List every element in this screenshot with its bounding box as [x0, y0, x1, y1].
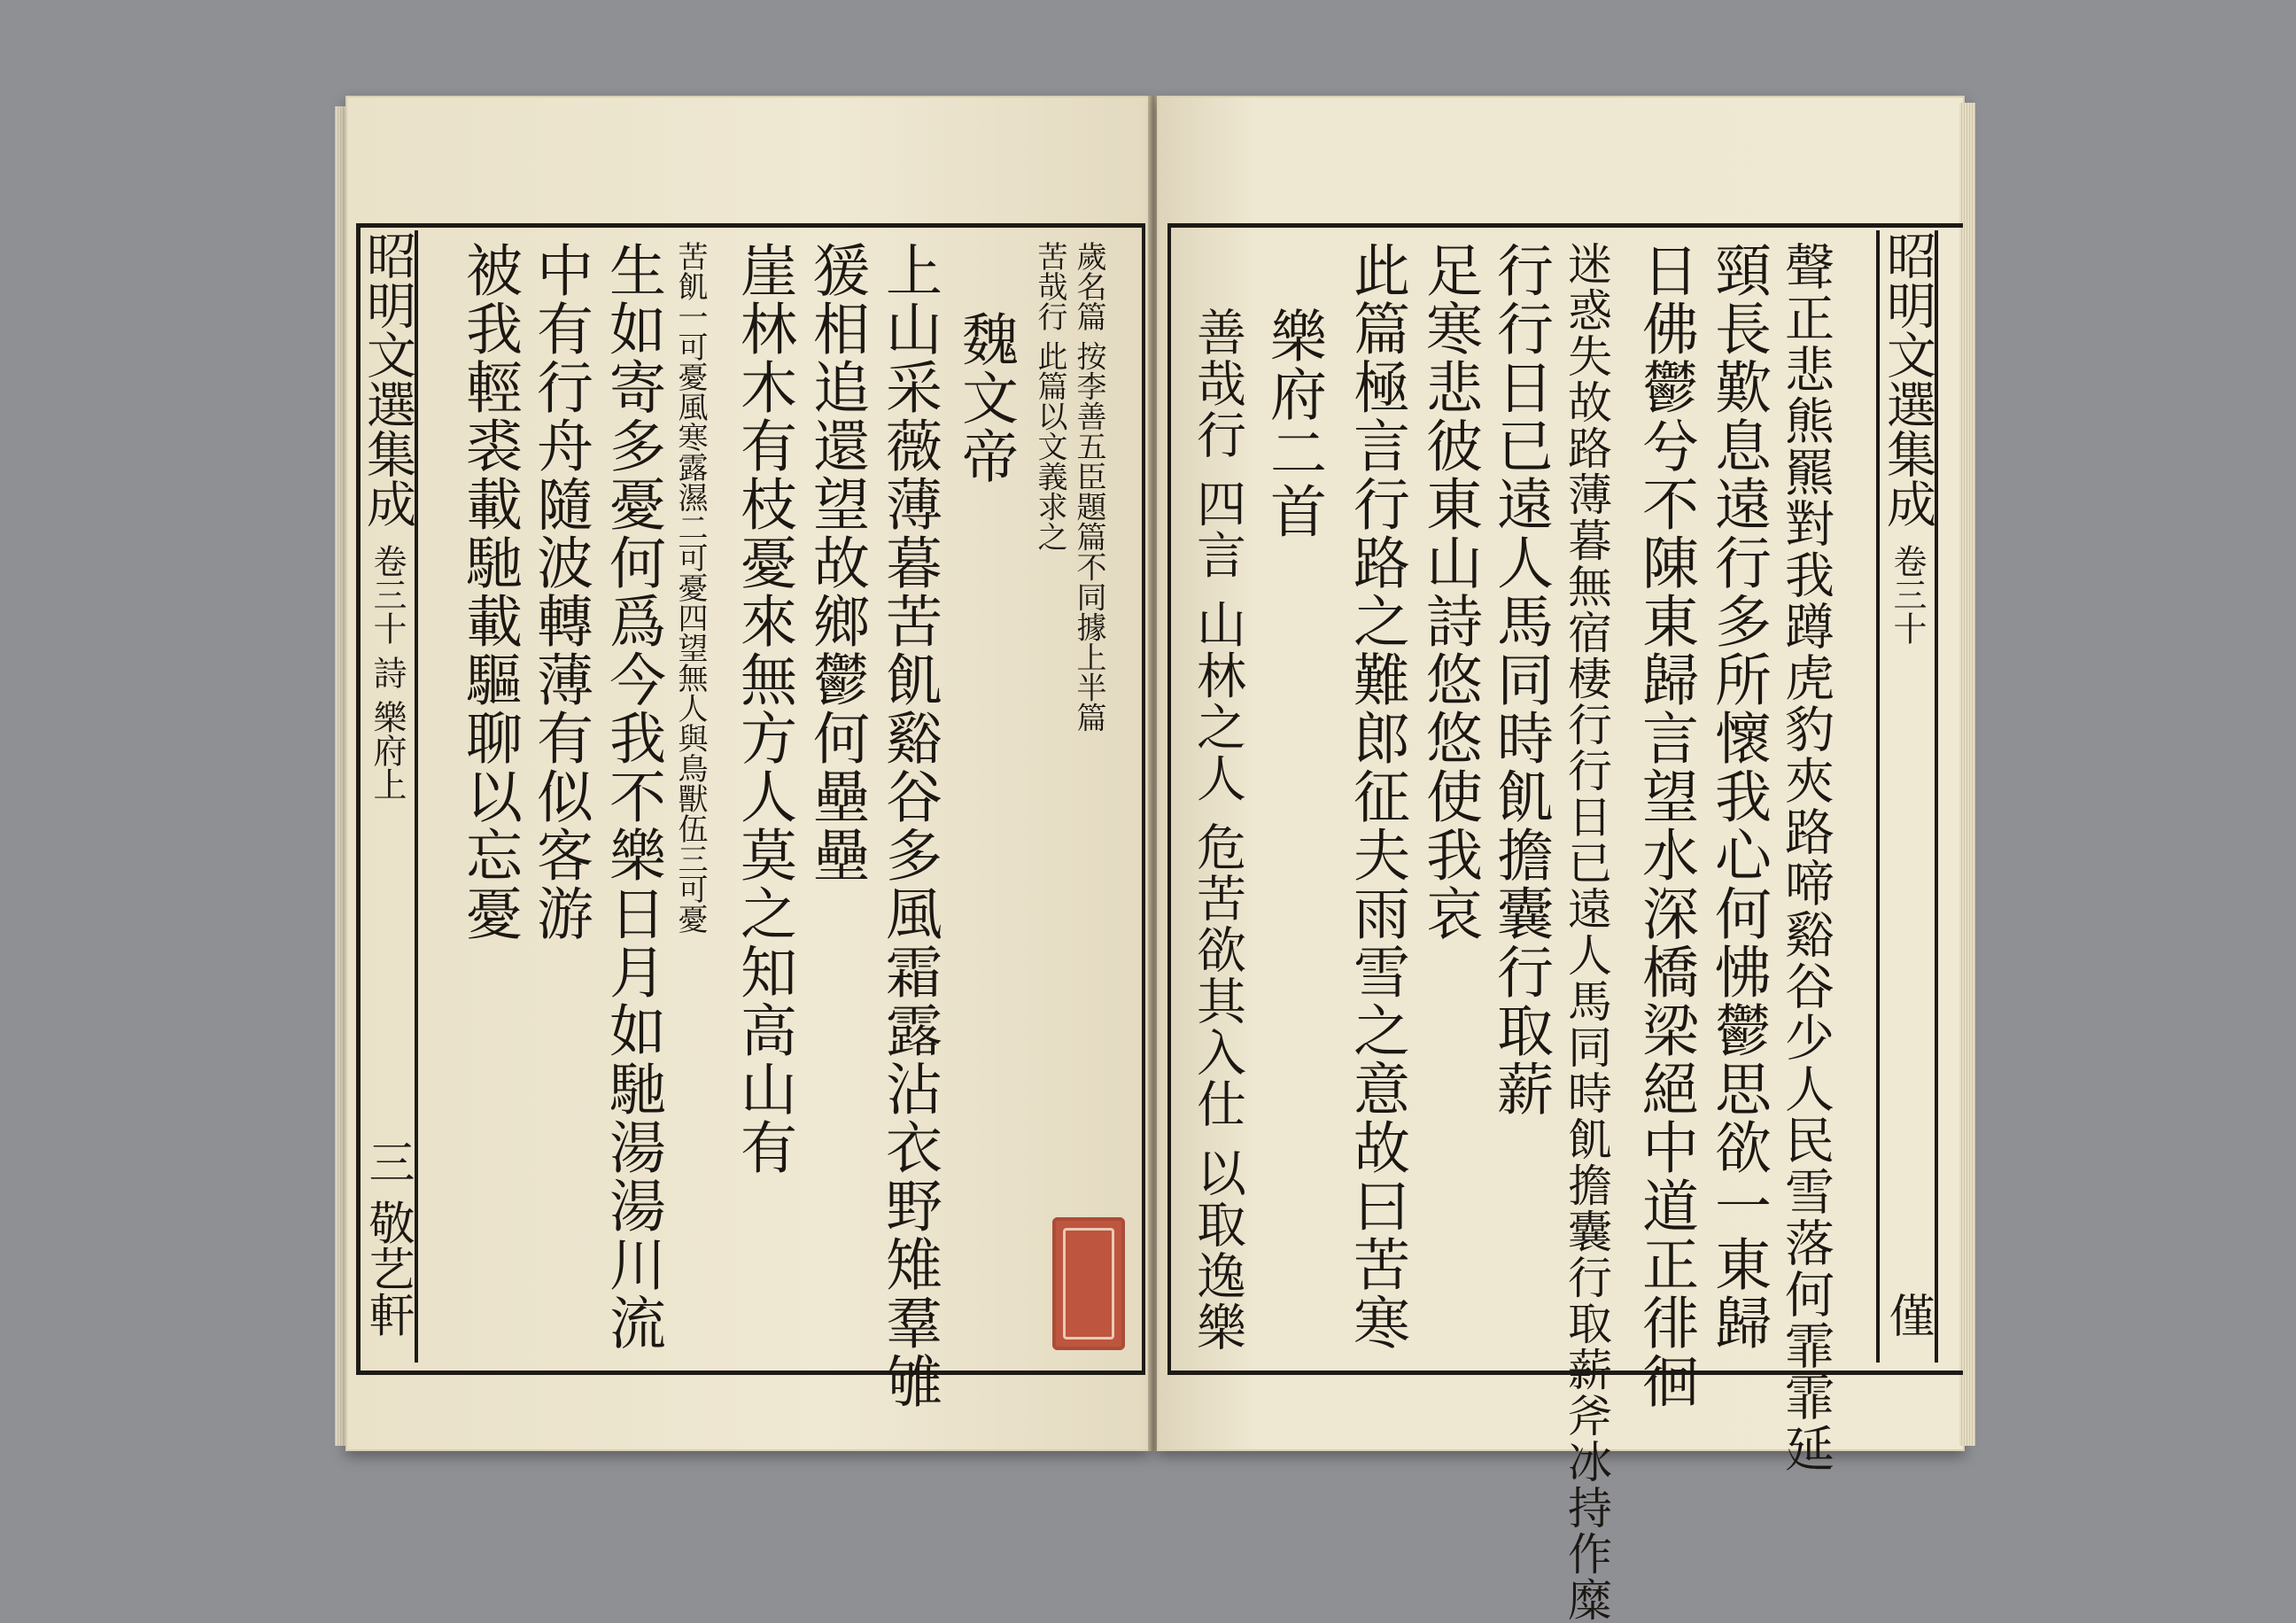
section-heading: 樂府二首 — [1260, 307, 1326, 540]
text-column: 日佛鬱兮不陳東歸言望水深橋梁絕中道正徘徊 — [1633, 241, 1698, 1410]
text-column: 此篇極言行路之難郎征夫雨雪之意故曰苦寒 — [1344, 241, 1409, 1352]
note-column: 苦哉行 此篇以文義求之 — [1032, 241, 1067, 552]
banner-title: 昭明文選集成 — [1879, 230, 1936, 528]
text-column: 足寒悲彼東山詩悠悠使我哀 — [1416, 241, 1482, 943]
banner-folio: 三 敬艺軒 — [361, 1138, 414, 1338]
text-column: 迷惑失故路薄暮無宿棲行行日已遠人馬同時飢擔囊行取薪斧冰持作糜 — [1561, 241, 1612, 1623]
text-column: 善哉行 四言 山林之人 危苦欲其入仕 以取逸樂 — [1189, 307, 1246, 1354]
banner-folio: 僅 — [1881, 1292, 1934, 1338]
text-column: 聲正悲熊羆對我蹲虎豹夾路啼谿谷少人民雪落何霏霏延 — [1777, 241, 1834, 1474]
text-column: 頸長歎息遠行多所懷我心何怫鬱思欲一東歸 — [1705, 241, 1771, 1352]
text-column: 中有行舟隨波轉薄有似客游 — [527, 241, 593, 943]
text-column: 行行日已遠人馬同時飢擔囊行取薪 — [1487, 241, 1553, 1118]
text-column: 被我輕裘載馳載驅聊以忘憂 — [456, 241, 522, 943]
banner-title: 昭明文選集成 — [359, 230, 416, 528]
banner-section: 卷三十 — [1888, 544, 1927, 645]
right-banner — [1876, 230, 1938, 1363]
text-column: 猨相追還望故鄉鬱何壘壘 — [803, 241, 869, 884]
text-column: 生如寄多憂何爲今我不樂日月如馳湯湯川流 — [600, 241, 665, 1352]
red-seal-stamp — [1052, 1217, 1125, 1350]
text-column: 苦飢一可憂風寒露濕二可憂四望無人與鳥獸伍三可憂 — [672, 241, 708, 934]
text-column: 崖林木有枝憂來無方人莫之知高山有 — [731, 241, 796, 1176]
left-banner — [356, 230, 418, 1363]
banner-section: 卷三十 詩 樂府上 — [368, 544, 407, 802]
author-heading: 魏文帝 — [952, 310, 1018, 485]
text-column: 上山采薇薄暮苦飢谿谷多風霜露沾衣野雉羣雊 — [876, 241, 942, 1410]
note-column: 歲名篇 按李善五臣題篇不同據上半篇 — [1071, 241, 1106, 733]
